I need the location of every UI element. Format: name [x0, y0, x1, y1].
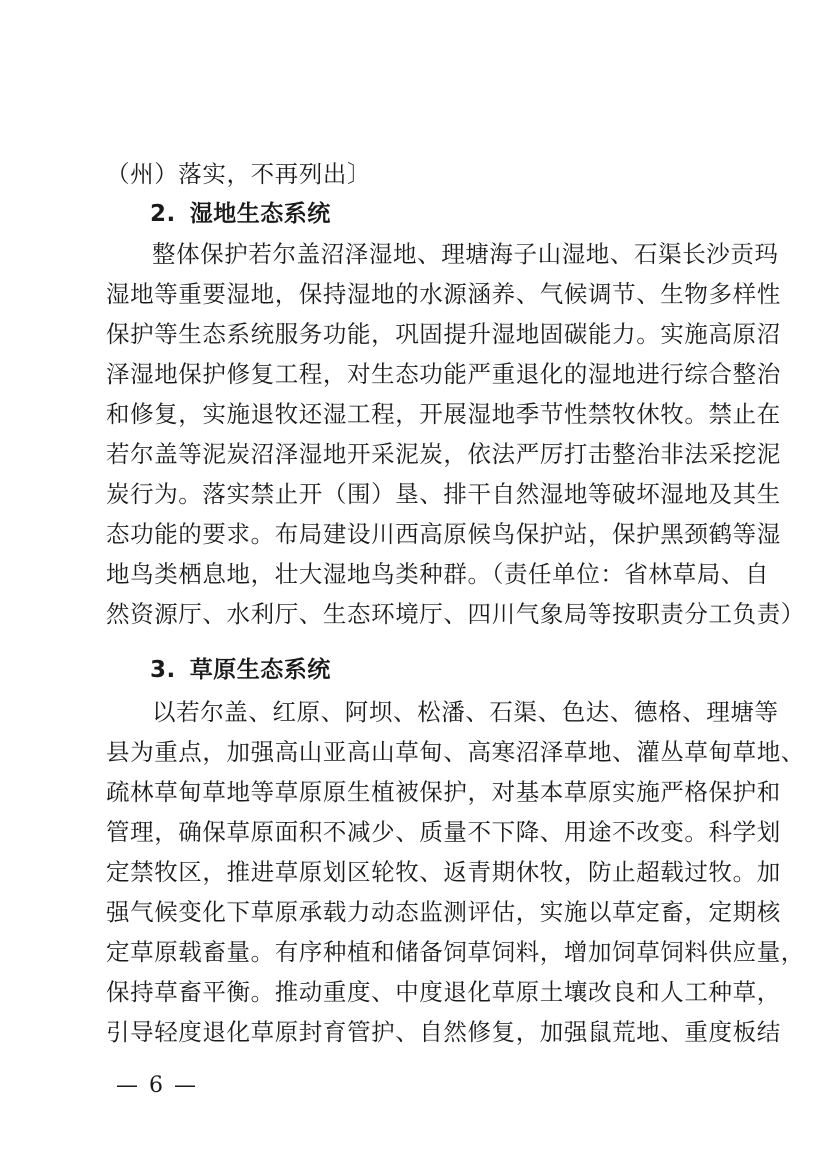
paragraph-line: 管理，确保草原面积不减少、质量不下降、用途不改变。科学划 — [106, 818, 781, 846]
paragraph-line: 地鸟类栖息地，壮大湿地鸟类种群。（责任单位：省林草局、自 — [106, 560, 770, 588]
paragraph-line: 整体保护若尔盖沼泽湿地、理塘海子山湿地、石渠长沙贡玛 — [152, 240, 779, 268]
section-heading-wetland — [150, 200, 331, 228]
paragraph-line: 引导轻度退化草原封育管护、自然修复，加强鼠荒地、重度板结 — [106, 1018, 781, 1046]
paragraph-line: 保持草畜平衡。推动重度、中度退化草原土壤改良和人工种草， — [106, 978, 781, 1006]
paragraph-line: 泽湿地保护修复工程，对生态功能严重退化的湿地进行综合整治 — [106, 360, 781, 388]
paragraph-line: 和修复，实施退牧还湿工程，开展湿地季节性禁牧休牧。禁止在 — [106, 400, 781, 428]
section-title: 草原生态系统 — [189, 657, 331, 683]
paragraph-line: 炭行为。落实禁止开（围）垦、排干自然湿地等破坏湿地及其生 — [106, 480, 781, 508]
carryover-line: （州）落实，不再列出〕 — [106, 160, 372, 188]
section-number: 3. — [150, 657, 176, 683]
paragraph-line: 定禁牧区，推进草原划区轮牧、返青期休牧，防止超载过牧。加 — [106, 858, 781, 886]
paragraph-line: 定草原载畜量。有序种植和储备饲草饲料，增加饲草饲料供应量， — [106, 938, 805, 966]
paragraph-line: 若尔盖等泥炭沼泽湿地开采泥炭，依法严厉打击整治非法采挖泥 — [106, 440, 781, 468]
paragraph-line: 县为重点，加强高山亚高山草甸、高寒沼泽草地、灌丛草甸草地、 — [106, 738, 805, 766]
paragraph-line: 湿地等重要湿地，保持湿地的水源涵养、气候调节、生物多样性 — [106, 280, 781, 308]
paragraph-line: 然资源厅、水利厅、生态环境厅、四川气象局等按职责分工负责） — [106, 600, 805, 628]
paragraph-line: 疏林草甸草地等草原原生植被保护，对基本草原实施严格保护和 — [106, 778, 781, 806]
paragraph-line: 以若尔盖、红原、阿坝、松潘、石渠、色达、德格、理塘等 — [152, 698, 779, 726]
section-heading-grassland — [150, 656, 331, 684]
paragraph-line: 保护等生态系统服务功能，巩固提升湿地固碳能力。实施高原沼 — [106, 320, 781, 348]
section-number: 2. — [150, 201, 176, 227]
paragraph-line: 强气候变化下草原承载力动态监测评估，实施以草定畜，定期核 — [106, 898, 781, 926]
page-number: — 6 — — [116, 1073, 198, 1098]
section-title: 湿地生态系统 — [189, 201, 331, 227]
paragraph-line: 态功能的要求。布局建设川西高原候鸟保护站，保护黑颈鹤等湿 — [106, 520, 781, 548]
